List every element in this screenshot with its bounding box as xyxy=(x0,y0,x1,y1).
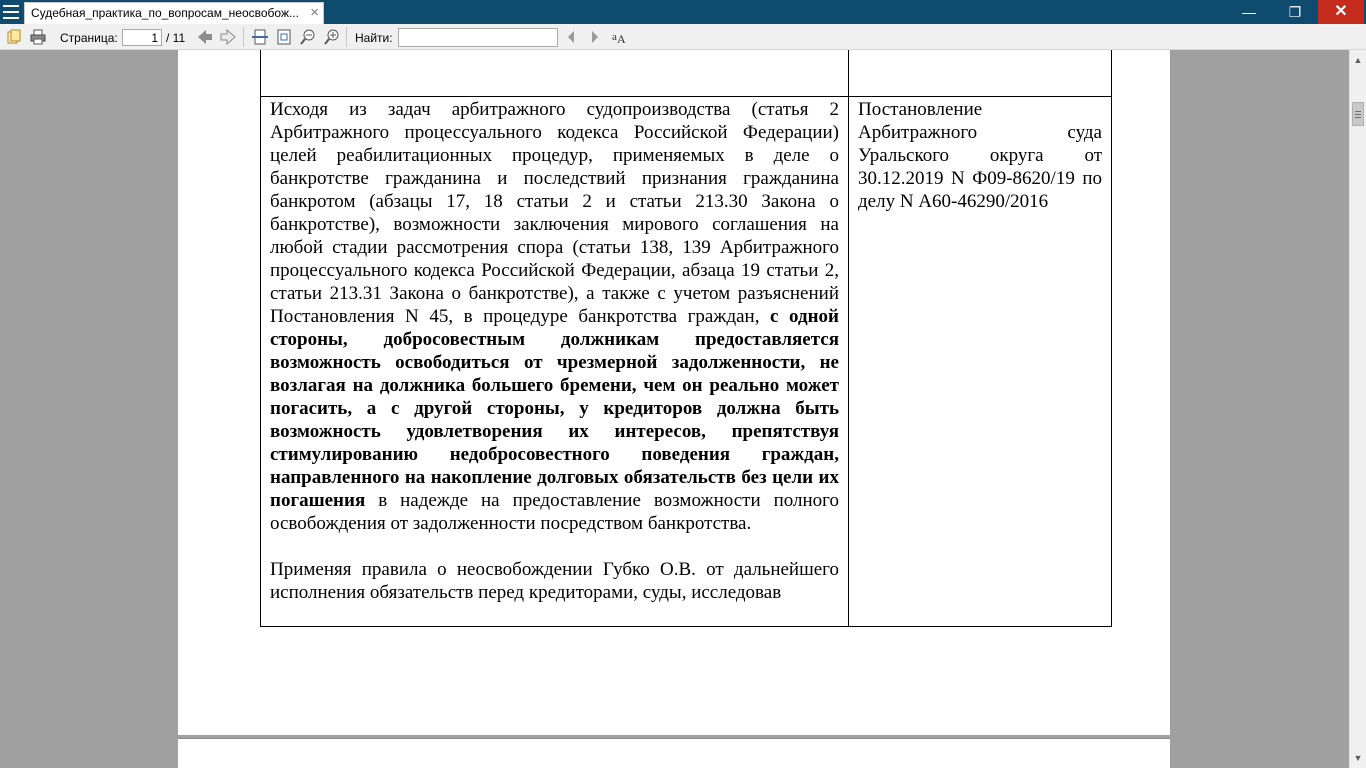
table-column-divider xyxy=(848,50,849,627)
main-text-bold: с одной стороны, добросовестным должникам предоставляется возможность освободиться от чрезмерной задолженности, не возлагая на должника большего бремени, чем он реально может погасить, а с другой стороны, у кредиторов должна быть возможность удовлетворения их интересов, препятствуя стимулированию недобросовестного поведения граждан, направленного на накопление долговых обязательств без цели их погашения xyxy=(270,306,839,511)
maximize-button[interactable]: ❐ xyxy=(1288,4,1302,20)
fit-width-icon[interactable] xyxy=(252,29,268,45)
toolbar-separator xyxy=(243,27,244,47)
document-tab[interactable] xyxy=(24,2,324,24)
toolbar-separator xyxy=(346,27,347,47)
table-border-left xyxy=(260,50,261,627)
zoom-in-icon[interactable] xyxy=(324,29,340,45)
svg-text:A: A xyxy=(617,32,626,45)
fit-page-icon[interactable] xyxy=(276,29,292,45)
page-number-input[interactable] xyxy=(122,29,162,46)
find-next-icon[interactable] xyxy=(590,30,600,44)
page-total: / 11 xyxy=(166,31,186,45)
match-case-icon[interactable] xyxy=(611,29,627,45)
main-paragraph-2: Применяя правила о неосвобождении Губко О.В. от дальнейшего исполнения обязательств перед кредиторами, суды, исследовав xyxy=(270,559,839,603)
table-row-divider xyxy=(260,96,1112,97)
table-border-bottom xyxy=(260,626,1112,627)
open-file-icon[interactable] xyxy=(6,29,22,45)
table-cell-reference: Постановление Арбитражного суда Уральского округа от 30.12.2019 N Ф09-8620/19 по делу N А60-46290/2016 xyxy=(858,99,1102,212)
main-paragraph-1 xyxy=(270,98,839,535)
next-page-icon[interactable] xyxy=(219,29,237,45)
main-text-normal: Исходя из задач арбитражного судопроизводства (статья 2 Арбитражного процессуального кодекса Российской Федерации) целей реабилитационных процедур, применяемых в деле о банкротстве гражданина и последствий признания гражданина банкротом (абзацы 17, 18 статьи 2 и статьи 213.30 Закона о банкротстве), возможности заключения мирового соглашения на любой стадии рассмотрения спора (статьи 138, 139 Арбитражного процессуального кодекса Российской Федерации, абзаца 19 статьи 2, статьи 213.31 Закона о банкротстве), а также с учетом разъяснений Постановления N 45, в процедуре банкротства граждан, xyxy=(270,99,839,327)
find-label: Найти: xyxy=(355,31,393,45)
title-bar xyxy=(0,0,1366,24)
svg-text:a: a xyxy=(612,31,617,43)
tab-close-icon[interactable]: × xyxy=(310,4,319,21)
zoom-out-icon[interactable] xyxy=(300,29,316,45)
print-icon[interactable] xyxy=(30,29,46,45)
page-2 xyxy=(178,738,1170,768)
close-button[interactable]: ✕ xyxy=(1318,0,1364,24)
table-cell-main xyxy=(270,98,839,604)
page-label: Страница: xyxy=(60,31,118,45)
vertical-scrollbar[interactable] xyxy=(1349,50,1366,768)
menu-icon[interactable] xyxy=(3,4,19,20)
scroll-down-arrow[interactable]: ▼ xyxy=(1353,753,1363,763)
scroll-up-arrow[interactable]: ▲ xyxy=(1353,55,1363,65)
find-previous-icon[interactable] xyxy=(566,30,576,44)
tab-title: Судебная_практика_по_вопросам_неосвобож... xyxy=(31,6,299,20)
table-border-right xyxy=(1111,50,1112,627)
prev-page-icon[interactable] xyxy=(196,29,214,45)
main-text-normal: в надежде на предоставление возможности полного освобождения от задолженности посредством банкротства. xyxy=(270,490,839,534)
scrollbar-thumb[interactable] xyxy=(1352,102,1364,126)
find-input[interactable] xyxy=(398,28,558,47)
minimize-button[interactable]: — xyxy=(1242,4,1256,20)
